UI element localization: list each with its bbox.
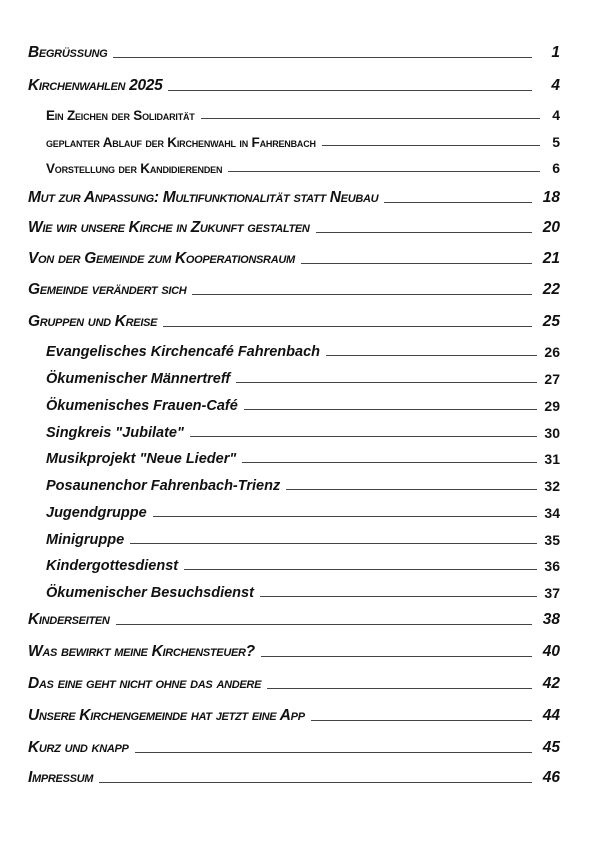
toc-subentry[interactable] <box>46 581 560 601</box>
leader-line <box>316 231 532 233</box>
toc-entry[interactable] <box>28 187 560 207</box>
toc-entry-title: Minigruppe <box>46 532 125 548</box>
toc-entry-title: Begrüßung <box>28 44 108 61</box>
toc-entry-page: 6 <box>552 160 560 176</box>
toc-subentry[interactable] <box>46 447 560 467</box>
toc-entry-title: Wie wir unsere Kirche in Zukunft gestalten <box>28 219 310 236</box>
leader-line <box>192 293 532 295</box>
toc-entry-page: 35 <box>544 532 560 548</box>
leader-line <box>326 354 537 356</box>
toc-entry-page: 4 <box>551 77 560 94</box>
toc-subentry[interactable] <box>46 340 560 360</box>
leader-line <box>153 515 537 517</box>
toc-entry-page: 45 <box>542 739 560 756</box>
leader-line <box>168 89 532 91</box>
leader-line <box>301 262 532 264</box>
toc-entry[interactable] <box>28 248 560 268</box>
toc-entry-page: 26 <box>544 344 560 360</box>
toc-entry-title: Singkreis "Jubilate" <box>46 425 184 441</box>
toc-entry-title: Impressum <box>28 769 94 786</box>
leader-line <box>322 144 540 146</box>
toc-subentry[interactable] <box>46 394 560 414</box>
toc-entry-title: Mut zur Anpassung: Multifunktionalität statt Neubau <box>28 189 379 206</box>
toc-entry[interactable] <box>28 737 560 757</box>
toc-entry-title: Von der Gemeinde zum Kooperationsraum <box>28 250 295 267</box>
leader-line <box>116 623 532 625</box>
toc-entry[interactable] <box>28 279 560 299</box>
toc-entry-gruppen-und-kreise[interactable] <box>28 311 560 331</box>
toc-subentry[interactable] <box>46 554 560 574</box>
toc-entry-page: 20 <box>542 219 560 236</box>
toc-entry-page: 32 <box>544 478 560 494</box>
toc-subentry[interactable] <box>46 501 560 521</box>
leader-line <box>311 719 532 721</box>
toc-entry-page: 37 <box>544 585 560 601</box>
toc-entry-page: 21 <box>542 250 560 267</box>
toc-entry-page: 1 <box>551 44 560 61</box>
toc-entry-title: Kindergottesdienst <box>46 558 179 574</box>
toc-entry-page: 30 <box>544 425 560 441</box>
toc-entry-title: Was bewirkt meine Kirchensteuer? <box>28 643 255 660</box>
leader-line <box>184 568 537 570</box>
toc-entry[interactable] <box>28 705 560 725</box>
toc-entry[interactable] <box>28 609 560 629</box>
toc-entry-title: Ein Zeichen der Solidarität <box>46 108 195 123</box>
toc-entry-page: 31 <box>544 451 560 467</box>
toc-subentry[interactable] <box>46 103 560 123</box>
toc-entry-title: Gruppen und Kreise <box>28 313 158 330</box>
toc-entry-title: Vorstellung der Kandidierenden <box>46 161 223 176</box>
toc-entry-page: 42 <box>542 675 560 692</box>
toc-entry-title: Jugendgruppe <box>46 505 147 521</box>
toc-entry-title: Gemeinde verändert sich <box>28 281 187 298</box>
toc-entry-title: Ökumenisches Frauen-Café <box>46 398 238 414</box>
toc-subentry[interactable] <box>46 156 560 176</box>
toc-entry-page: 25 <box>542 313 560 330</box>
leader-line <box>244 408 537 410</box>
toc-entry-page: 18 <box>542 189 560 206</box>
toc-entry-page: 27 <box>544 371 560 387</box>
toc-entry-title: Kirchenwahlen 2025 <box>28 77 163 94</box>
leader-line <box>130 542 537 544</box>
toc-entry-title: Ökumenischer Besuchsdienst <box>46 585 254 601</box>
toc-entry-title: geplanter Ablauf der Kirchenwahl in Fahrenbach <box>46 135 316 150</box>
toc-entry-page: 29 <box>544 398 560 414</box>
toc-entry-title: Kinderseiten <box>28 611 110 628</box>
toc-entry-title: Posaunenchor Fahrenbach-Trienz <box>46 478 281 494</box>
toc-entry[interactable] <box>28 217 560 237</box>
toc-entry-page: 4 <box>552 107 560 123</box>
toc-entry-page: 40 <box>542 643 560 660</box>
leader-line <box>99 781 532 783</box>
leader-line <box>260 595 537 597</box>
toc-entry-title: Ökumenischer Männertreff <box>46 371 231 387</box>
toc-entry-title: Das eine geht nicht ohne das andere <box>28 675 262 692</box>
toc-entry[interactable] <box>28 767 560 787</box>
toc-entry-page: 46 <box>542 769 560 786</box>
leader-line <box>267 687 532 689</box>
toc-entry-kirchenwahlen[interactable] <box>28 75 560 95</box>
toc-entry-page: 44 <box>542 707 560 724</box>
toc-subentry[interactable] <box>46 421 560 441</box>
toc-entry-title: Musikprojekt "Neue Lieder" <box>46 451 237 467</box>
toc-entry-page: 36 <box>544 558 560 574</box>
toc-subentry[interactable] <box>46 528 560 548</box>
leader-line <box>201 117 540 119</box>
leader-line <box>286 488 537 490</box>
toc-entry-page: 5 <box>552 134 560 150</box>
toc-entry-page: 34 <box>544 505 560 521</box>
toc-entry[interactable] <box>28 673 560 693</box>
leader-line <box>228 170 540 172</box>
leader-line <box>113 56 532 58</box>
toc-entry-title: Unsere Kirchengemeinde hat jetzt eine App <box>28 707 305 724</box>
leader-line <box>236 381 537 383</box>
toc-subentry[interactable] <box>46 367 560 387</box>
leader-line <box>163 325 532 327</box>
toc-entry-page: 38 <box>542 611 560 628</box>
leader-line <box>384 201 532 203</box>
toc-entry-title: Kurz und knapp <box>28 739 129 756</box>
toc-entry[interactable] <box>28 641 560 661</box>
toc-entry-page: 22 <box>542 281 560 298</box>
leader-line <box>242 461 537 463</box>
toc-subentry[interactable] <box>46 130 560 150</box>
toc-entry-title: Evangelisches Kirchencafé Fahrenbach <box>46 344 320 360</box>
toc-subentry[interactable] <box>46 474 560 494</box>
leader-line <box>261 655 532 657</box>
leader-line <box>135 751 532 753</box>
leader-line <box>190 435 537 437</box>
toc-entry-begruessung[interactable] <box>28 42 560 62</box>
